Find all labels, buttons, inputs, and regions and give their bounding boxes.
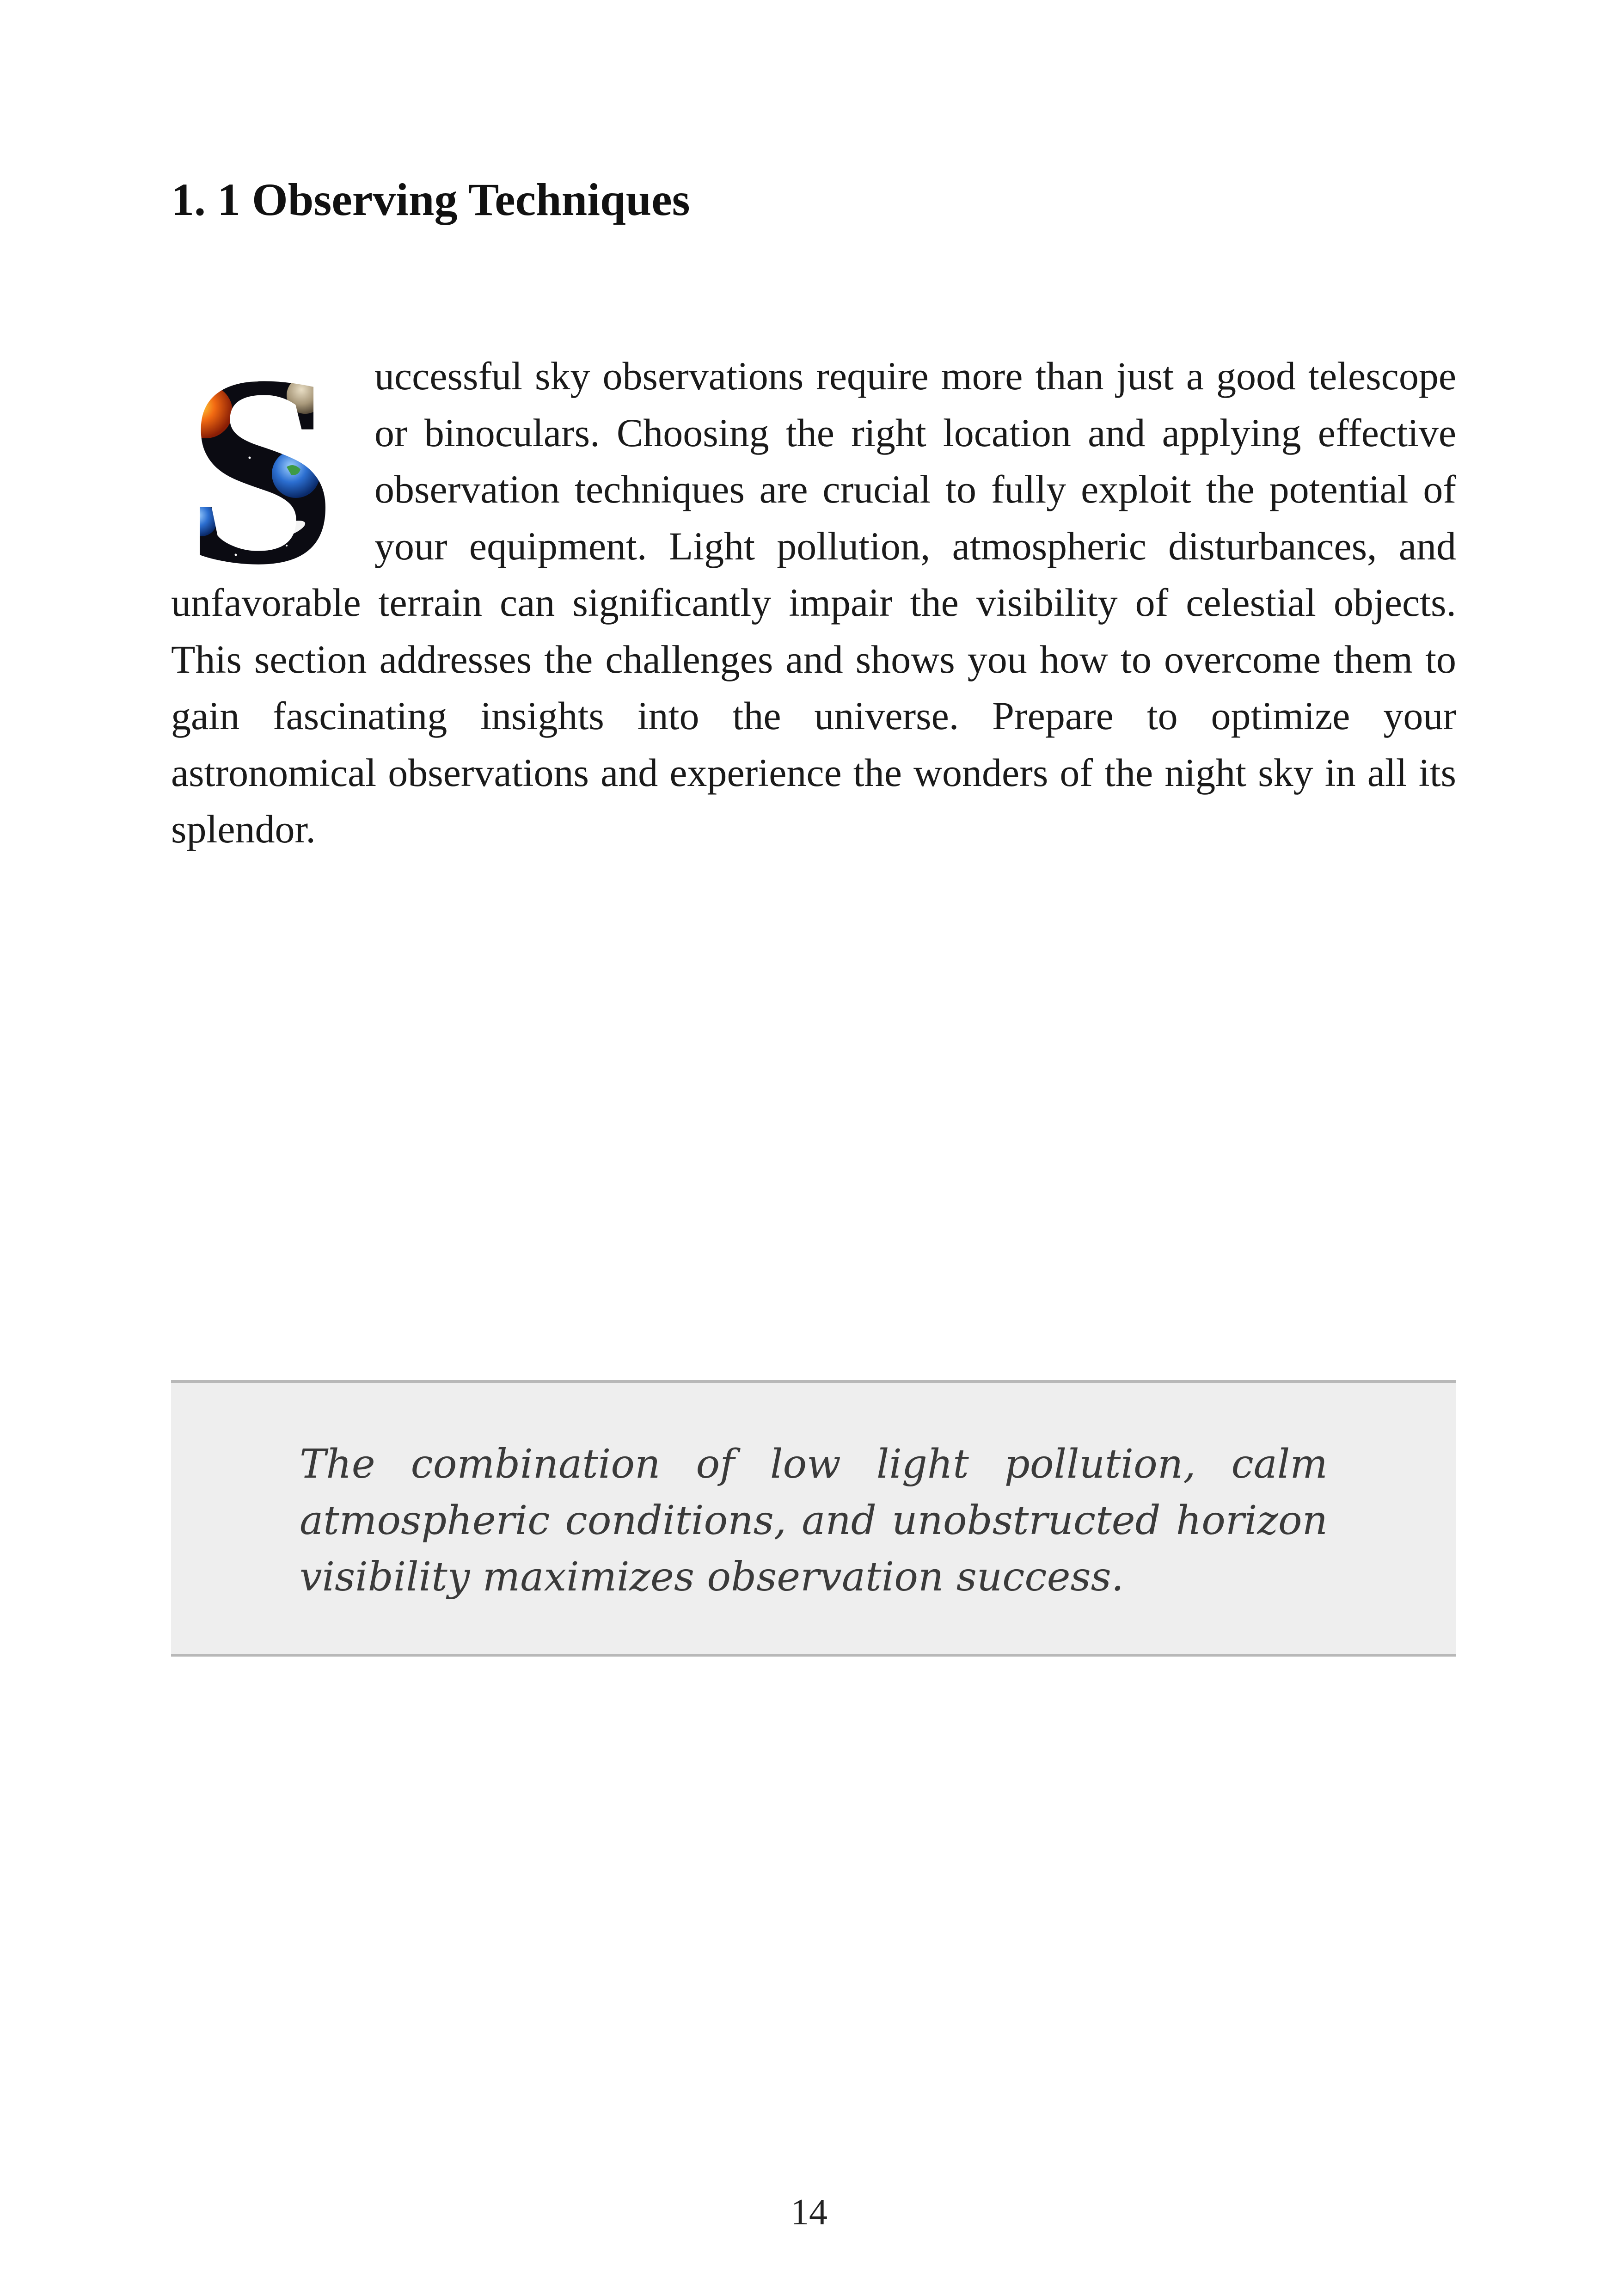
callout-quote: The combination of low light pollution, calm atmospheric conditions, and unobstructed horizon visibility maximizes observation success. xyxy=(300,1441,1328,1600)
intro-paragraph: uccessful sky observations require more than just a good telescope or binoculars. Choosing the right location and applying effective observation techniques are crucial to fully exploit the potential of your equipment. Light pollution, atmospheric disturbances, and unfavorable terrain can significantly impair the visibility of celestial objects. This section addresses the challenges and shows you how to overcome them to gain fascinating insights into the universe. Prepare to optimize your astronomical observations and experience the wonders of the night sky in all its splendor. xyxy=(171,354,1456,851)
page-number: 14 xyxy=(791,2192,827,2233)
callout-box xyxy=(171,1380,1456,1657)
drop-cap xyxy=(171,351,351,569)
space-letter-s-icon xyxy=(171,351,351,569)
intro-paragraph-block xyxy=(171,348,1456,858)
section-heading: 1. 1 Observing Techniques xyxy=(171,174,690,225)
